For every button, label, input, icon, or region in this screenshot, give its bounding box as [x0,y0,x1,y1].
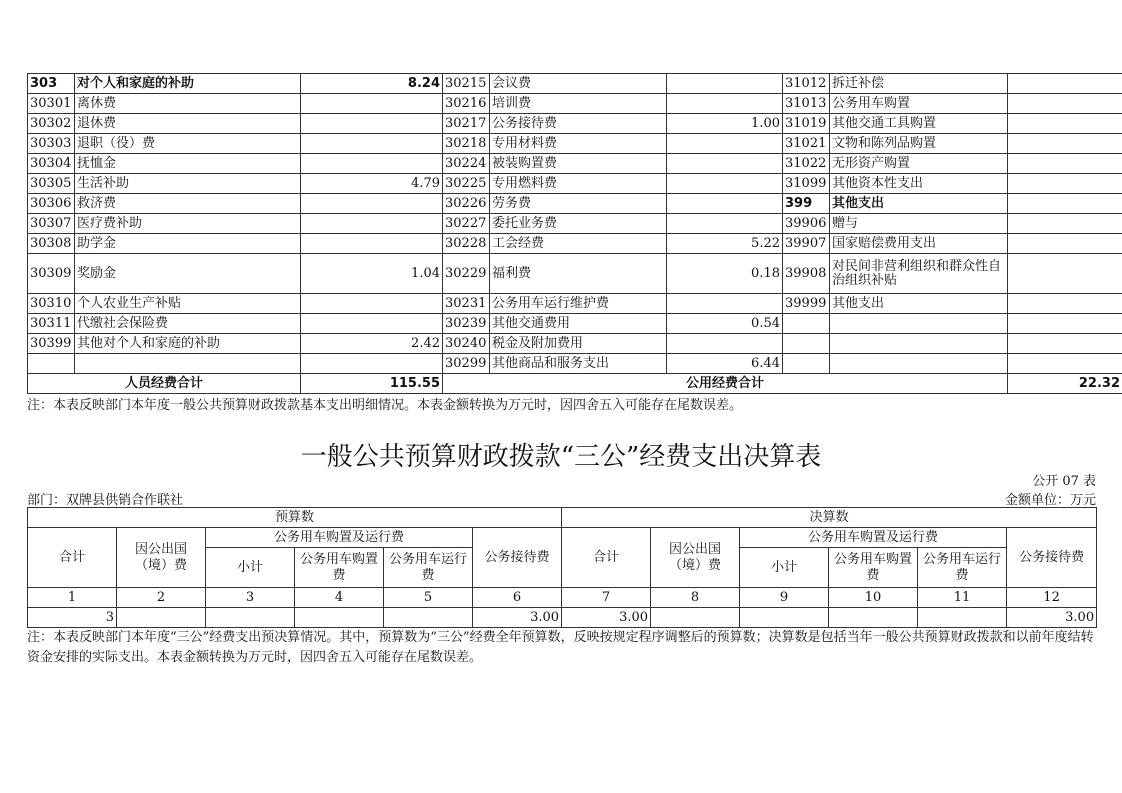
column-number: 8 [651,588,740,608]
code-cell: 303 [28,74,75,94]
value-cell [301,294,443,314]
total-personnel-label: 人员经费合计 [28,374,301,394]
value-cell [667,74,783,94]
code-cell [783,354,830,374]
table-row [28,194,1122,214]
table-row [28,314,1122,334]
column-number: 9 [740,588,829,608]
table-row [28,134,1122,154]
code-cell: 30228 [443,234,490,254]
table-row [28,294,1122,314]
code-cell: 30218 [443,134,490,154]
total-personnel-value: 115.55 [301,374,443,394]
code-cell: 30216 [443,94,490,114]
code-cell: 30226 [443,194,490,214]
column-number: 11 [918,588,1007,608]
value-cell [667,294,783,314]
value-cell [301,94,443,114]
name-cell: 生活补助 [75,174,301,194]
name-cell: 文物和陈列品购置 [830,134,1008,154]
final-abroad-header: 因公出国（境）费 [651,528,740,588]
value-cell [1008,134,1122,154]
totals-row [28,374,1122,394]
code-cell: 399 [783,194,830,214]
value-cell: 1.04 [301,254,443,294]
value-cell [1008,94,1122,114]
value-cell [1008,354,1122,374]
budget-vehicle-operation-header: 公务用车运行费 [384,548,473,588]
name-cell: 会议费 [490,74,667,94]
value-cell [301,214,443,234]
value-cell [667,174,783,194]
value-cell [1008,114,1122,134]
name-cell: 其他对个人和家庭的补助 [75,334,301,354]
table-row [28,94,1122,114]
value-cell: 3.00 [473,608,562,628]
code-cell: 30231 [443,294,490,314]
value-cell: 2.42 [301,334,443,354]
name-cell: 公务接待费 [490,114,667,134]
table-code: 公开 07 表 [1032,474,1096,489]
code-cell: 31021 [783,134,830,154]
column-number: 2 [117,588,206,608]
value-cell: 3 [28,608,117,628]
code-cell: 30227 [443,214,490,234]
sangong-note: 注：本表反映部门本年度“三公”经费支出预决算情况。其中，预算数为“三公”经费全年预算数，反映按规定程序调整后的预算数；决算数是包括当年一般公共预算财政拨款和以前年度结转资金安排的实际支出。本表金额转换为万元时，因四舍五入可能存在尾数误差。 [27,630,1094,665]
value-cell [1008,294,1122,314]
name-cell: 对个人和家庭的补助 [75,74,301,94]
name-cell: 拆迁补偿 [830,74,1008,94]
name-cell: 培训费 [490,94,667,114]
code-cell: 30215 [443,74,490,94]
value-cell [301,194,443,214]
code-cell: 30225 [443,174,490,194]
value-cell: 4.79 [301,174,443,194]
column-number: 6 [473,588,562,608]
department-label: 部门：双牌县供销合作联社 [27,493,184,508]
value-cell: 1.00 [667,114,783,134]
name-cell: 其他支出 [830,294,1008,314]
code-cell: 30307 [28,214,75,234]
budget-vehicle-group-header: 公务用车购置及运行费 [206,528,473,548]
code-cell: 30399 [28,334,75,354]
budget-header: 预算数 [28,508,562,528]
value-cell: 0.54 [667,314,783,334]
final-reception-header: 公务接待费 [1007,528,1097,588]
table-row [28,74,1122,94]
name-cell: 退职（役）费 [75,134,301,154]
column-number: 7 [562,588,651,608]
value-cell [1008,214,1122,234]
code-cell: 30239 [443,314,490,334]
name-cell: 医疗费补助 [75,214,301,234]
code-cell: 39906 [783,214,830,234]
code-cell: 31019 [783,114,830,134]
table-row [28,154,1122,174]
column-number: 12 [1007,588,1097,608]
value-cell: 0.18 [667,254,783,294]
value-cell [667,214,783,234]
budget-reception-header: 公务接待费 [473,528,562,588]
code-cell: 39907 [783,234,830,254]
name-cell [830,314,1008,334]
name-cell: 其他交通费用 [490,314,667,334]
name-cell: 工会经费 [490,234,667,254]
code-cell: 30310 [28,294,75,314]
code-cell: 30302 [28,114,75,134]
name-cell: 无形资产购置 [830,154,1008,174]
code-cell: 39908 [783,254,830,294]
name-cell: 退休费 [75,114,301,134]
name-cell: 赠与 [830,214,1008,234]
value-cell [829,608,918,628]
three-public-expense-table [27,507,1097,628]
name-cell: 对民间非营利组织和群众性自治组织补贴 [830,254,1008,294]
final-vehicle-operation-header: 公务用车运行费 [918,548,1007,588]
page-title: 一般公共预算财政拨款“三公”经费支出决算表 [300,442,822,472]
value-cell [667,94,783,114]
column-number: 4 [295,588,384,608]
value-cell [667,154,783,174]
name-cell: 代缴社会保险费 [75,314,301,334]
name-cell [830,354,1008,374]
value-cell: 8.24 [301,74,443,94]
value-cell [667,334,783,354]
name-cell: 委托业务费 [490,214,667,234]
code-cell: 31099 [783,174,830,194]
name-cell: 公务用车购置 [830,94,1008,114]
code-cell: 30224 [443,154,490,174]
code-cell: 30240 [443,334,490,354]
name-cell [75,354,301,374]
name-cell: 被装购置费 [490,154,667,174]
value-cell [1008,174,1122,194]
name-cell: 公务用车运行维护费 [490,294,667,314]
name-cell: 抚恤金 [75,154,301,174]
value-cell [301,114,443,134]
value-cell [301,134,443,154]
value-cell: 5.22 [667,234,783,254]
table-row [28,174,1122,194]
value-cell [206,608,295,628]
value-cell [667,194,783,214]
value-cell [918,608,1007,628]
value-cell: 3.00 [562,608,651,628]
name-cell: 其他支出 [830,194,1008,214]
value-cell [295,608,384,628]
value-cell [1008,74,1122,94]
value-cell [740,608,829,628]
name-cell: 离休费 [75,94,301,114]
value-cell [1008,154,1122,174]
expense-detail-table [27,73,1122,394]
code-cell: 30309 [28,254,75,294]
code-cell: 31012 [783,74,830,94]
name-cell: 劳务费 [490,194,667,214]
value-cell [301,314,443,334]
table-row [28,214,1122,234]
total-public-value: 22.32 [1008,374,1122,394]
code-cell [783,314,830,334]
final-subtotal-header: 小计 [740,548,829,588]
final-total-header: 合计 [562,528,651,588]
code-cell: 30303 [28,134,75,154]
column-number: 10 [829,588,918,608]
code-cell [28,354,75,374]
value-cell [117,608,206,628]
final-header: 决算数 [562,508,1097,528]
value-cell: 6.44 [667,354,783,374]
name-cell: 税金及附加费用 [490,334,667,354]
code-cell: 30308 [28,234,75,254]
column-number: 3 [206,588,295,608]
value-cell [301,354,443,374]
total-public-label: 公用经费合计 [443,374,1008,394]
final-vehicle-group-header: 公务用车购置及运行费 [740,528,1007,548]
name-cell: 福利费 [490,254,667,294]
code-cell [783,334,830,354]
table-row [28,234,1122,254]
name-cell: 其他交通工具购置 [830,114,1008,134]
value-cell [667,134,783,154]
column-number: 1 [28,588,117,608]
code-cell: 31022 [783,154,830,174]
value-cell [301,154,443,174]
value-cell [384,608,473,628]
name-cell: 奖励金 [75,254,301,294]
name-cell: 专用材料费 [490,134,667,154]
code-cell: 31013 [783,94,830,114]
code-cell: 30299 [443,354,490,374]
value-cell [1008,234,1122,254]
name-cell: 救济费 [75,194,301,214]
name-cell: 个人农业生产补贴 [75,294,301,314]
name-cell [830,334,1008,354]
table-row [28,114,1122,134]
code-cell: 30229 [443,254,490,294]
detail-note: 注：本表反映部门本年度一般公共预算财政拨款基本支出明细情况。本表金额转换为万元时，因四舍五入可能存在尾数误差。 [27,398,743,413]
name-cell: 其他商品和服务支出 [490,354,667,374]
budget-subtotal-header: 小计 [206,548,295,588]
value-cell [1008,334,1122,354]
value-cell [1008,194,1122,214]
value-cell [651,608,740,628]
budget-vehicle-purchase-header: 公务用车购置费 [295,548,384,588]
value-cell [1008,314,1122,334]
name-cell: 专用燃料费 [490,174,667,194]
code-cell: 30311 [28,314,75,334]
table-row [28,334,1122,354]
table-row [28,354,1122,374]
code-cell: 30304 [28,154,75,174]
name-cell: 国家赔偿费用支出 [830,234,1008,254]
unit-label: 金额单位：万元 [1004,493,1096,508]
code-cell: 30217 [443,114,490,134]
value-cell: 3.00 [1007,608,1097,628]
value-row [28,608,1097,628]
column-number: 5 [384,588,473,608]
column-number-row [28,588,1097,608]
code-cell: 30306 [28,194,75,214]
code-cell: 30301 [28,94,75,114]
budget-abroad-header: 因公出国（境）费 [117,528,206,588]
code-cell: 39999 [783,294,830,314]
value-cell [301,234,443,254]
value-cell [1008,254,1122,294]
budget-total-header: 合计 [28,528,117,588]
name-cell: 助学金 [75,234,301,254]
code-cell: 30305 [28,174,75,194]
final-vehicle-purchase-header: 公务用车购置费 [829,548,918,588]
name-cell: 其他资本性支出 [830,174,1008,194]
table-row [28,254,1122,294]
